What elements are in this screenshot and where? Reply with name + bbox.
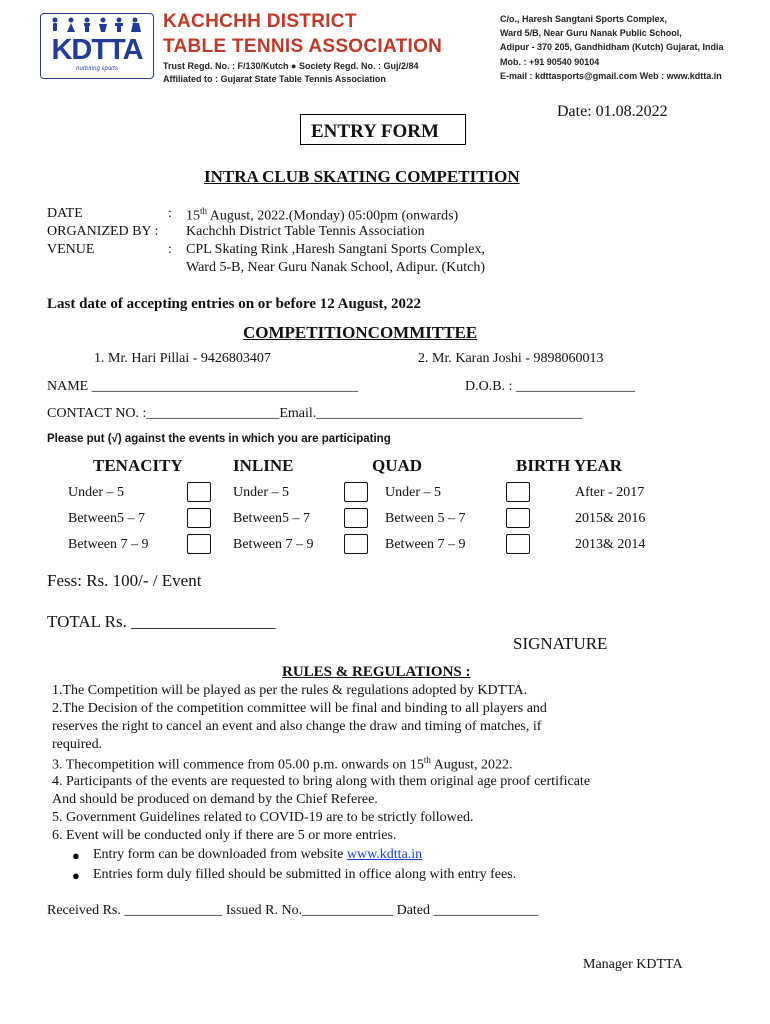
category-title-quad: QUAD <box>372 456 423 475</box>
kdtta-logo <box>40 13 154 79</box>
address-line: E-mail : kdttasports@gmail.com Web : www.kdtta.in <box>500 71 722 81</box>
committee-member: 2. Mr. Karan Joshi - 9898060013 <box>418 351 604 366</box>
name-field[interactable]: NAME ______________________________________ <box>47 379 358 394</box>
bullet-submit: Entries form duly filled should be submitted in office along with entry fees. <box>93 867 517 882</box>
inline-checkbox[interactable] <box>344 508 368 528</box>
organized-by-label: ORGANIZED BY : <box>47 224 159 239</box>
sports-figures-icon <box>47 16 145 34</box>
committee-member: 1. Mr. Hari Pillai - 9426803407 <box>94 351 271 366</box>
bullet-download: Entry form can be downloaded from website www.kdtta.in <box>93 847 423 862</box>
venue-separator: : <box>168 242 172 257</box>
rule-line: reserves the right to cancel an event and also change the draw and timing of matches, if <box>52 719 542 734</box>
rule-line: 5. Government Guidelines related to COVID-19 are to be strictly followed. <box>52 810 474 825</box>
affiliation-line: Affiliated to : Gujarat State Table Tennis Association <box>163 74 386 84</box>
event-date: 15th August, 2022.(Monday) 05:00pm (onwards) <box>186 206 459 224</box>
entry-form-title: ENTRY FORM <box>311 121 439 142</box>
address-line: Adipur - 370 205, Gandhidham (Kutch) Gujarat, India <box>500 42 724 52</box>
last-date-notice: Last date of accepting entries on or before 12 August, 2022 <box>47 296 422 312</box>
rule-line: required. <box>52 737 103 752</box>
birth-year-value: After - 2017 <box>575 485 645 500</box>
tenacity-option: Under – 5 <box>68 485 124 500</box>
org-title-line2: TABLE TENNIS ASSOCIATION <box>163 36 443 57</box>
website-link[interactable]: www.kdtta.in <box>346 847 423 862</box>
date-separator: : <box>168 206 172 221</box>
registration-line: Trust Regd. No. : F/130/Kutch ● Society Regd. No. : Guj/2/84 <box>163 61 419 71</box>
inline-checkbox[interactable] <box>344 534 368 554</box>
rule-line: 6. Event will be conducted only if there are 5 or more entries. <box>52 828 397 843</box>
date-label: DATE <box>47 206 83 221</box>
total-field[interactable]: TOTAL Rs. _________________ <box>47 612 276 631</box>
logo-tagline: nurturing sports <box>76 66 118 72</box>
rule-line: 1.The Competition will be played as per the rules & regulations adopted by KDTTA. <box>52 683 528 698</box>
category-title-inline: INLINE <box>233 456 294 475</box>
inline-option: Between5 – 7 <box>233 511 310 526</box>
venue-line1: CPL Skating Rink ,Haresh Sangtani Sports Complex, <box>186 242 485 257</box>
fees-text: Fess: Rs. 100/- / Event <box>47 571 202 590</box>
quad-checkbox[interactable] <box>506 534 530 554</box>
quad-option: Between 7 – 9 <box>385 537 466 552</box>
tenacity-option: Between5 – 7 <box>68 511 145 526</box>
inline-option: Under – 5 <box>233 485 289 500</box>
birth-year-value: 2013& 2014 <box>575 537 646 552</box>
signature-label: SIGNATURE <box>513 634 608 653</box>
inline-checkbox[interactable] <box>344 482 368 502</box>
committee-title: COMPETITIONCOMMITTEE <box>243 323 478 342</box>
category-title-birth-year: BIRTH YEAR <box>516 456 622 475</box>
org-title-line1: KACHCHH DISTRICT <box>163 11 357 32</box>
quad-option: Between 5 – 7 <box>385 511 466 526</box>
instruction-text: Please put (√) against the events in which you are participating <box>47 433 391 445</box>
organized-by-value: Kachchh District Table Tennis Association <box>186 224 425 239</box>
quad-checkbox[interactable] <box>506 482 530 502</box>
office-use-line: Received Rs. ______________ Issued R. No._____________ Dated _______________ <box>47 903 539 918</box>
competition-title: INTRA CLUB SKATING COMPETITION <box>204 167 520 186</box>
bullet-icon: ● <box>72 868 80 883</box>
dob-field[interactable]: D.O.B. : _________________ <box>465 379 635 394</box>
address-line: Ward 5/B, Near Guru Nanak Public School, <box>500 28 682 38</box>
contact-email-field[interactable]: CONTACT NO. :___________________Email.______________________________________ <box>47 406 583 421</box>
address-line: Mob. : +91 90540 90104 <box>500 57 600 67</box>
bullet-icon: ● <box>72 848 80 863</box>
tenacity-option: Between 7 – 9 <box>68 537 149 552</box>
logo-wordmark: KDTTA <box>51 34 143 66</box>
form-date: Date: 01.08.2022 <box>557 103 668 120</box>
venue-line2: Ward 5-B, Near Guru Nanak School, Adipur. (Kutch) <box>186 260 486 275</box>
tenacity-checkbox[interactable] <box>187 508 211 528</box>
quad-option: Under – 5 <box>385 485 441 500</box>
rule-line: 4. Participants of the events are requested to bring along with them original age proof certificate <box>52 774 591 789</box>
rules-title: RULES & REGULATIONS : <box>282 664 471 680</box>
inline-option: Between 7 – 9 <box>233 537 314 552</box>
rule-line: And should be produced on demand by the Chief Referee. <box>52 792 378 807</box>
birth-year-value: 2015& 2016 <box>575 511 646 526</box>
venue-label: VENUE <box>47 242 95 257</box>
manager-label: Manager KDTTA <box>583 957 683 972</box>
tenacity-checkbox[interactable] <box>187 534 211 554</box>
tenacity-checkbox[interactable] <box>187 482 211 502</box>
address-line: C/o., Haresh Sangtani Sports Complex, <box>500 14 668 24</box>
rule-line: 2.The Decision of the competition committee will be final and binding to all players and <box>52 701 547 716</box>
category-title-tenacity: TENACITY <box>93 456 183 475</box>
quad-checkbox[interactable] <box>506 508 530 528</box>
rule-line: 3. Thecompetition will commence from 05.00 p.m. onwards on 15th August, 2022. <box>52 755 513 773</box>
